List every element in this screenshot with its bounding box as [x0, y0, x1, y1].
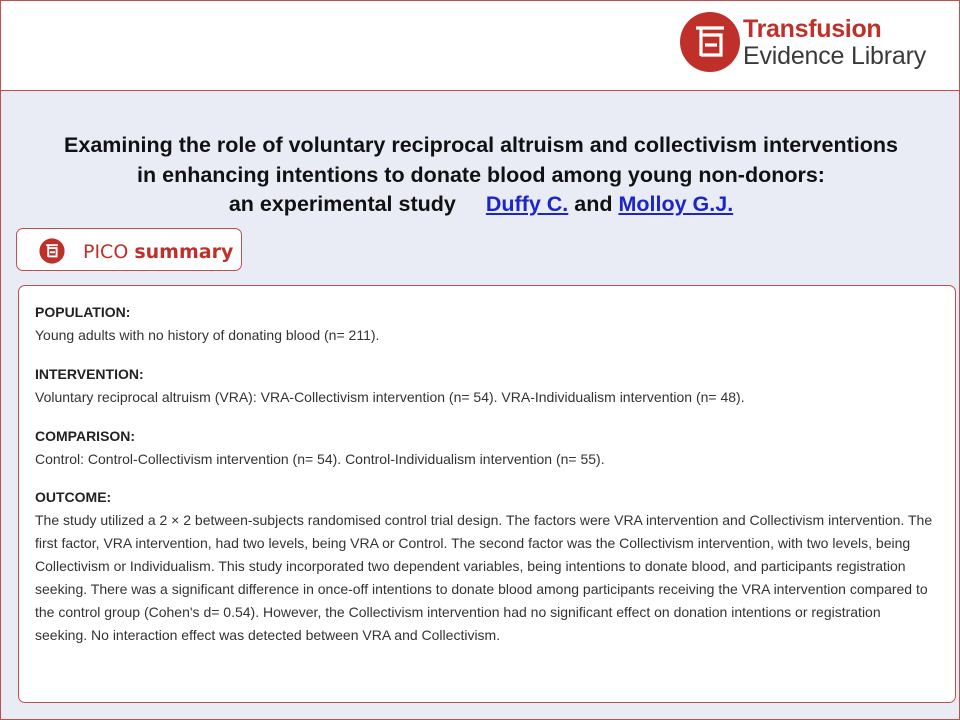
brand-line-1: Transfusion	[743, 15, 882, 43]
comparison-heading: COMPARISON:	[35, 428, 136, 444]
population-heading: POPULATION:	[35, 304, 131, 320]
author-joiner: and	[574, 192, 613, 216]
page-title	[1, 131, 960, 220]
population-text: Young adults with no history of donating blood (n= 211).	[35, 327, 380, 343]
title-line-2: in enhancing intentions to donate blood among young non-donors:	[137, 162, 825, 187]
author-link-molloy[interactable]: Molloy G.J.	[618, 192, 734, 216]
pico-label: summary	[134, 241, 234, 263]
pico-summary-label	[83, 241, 233, 263]
header-bar	[1, 1, 959, 91]
transfusion-logo-icon	[679, 11, 741, 73]
outcome-heading: OUTCOME:	[35, 489, 112, 505]
title-line-1: Examining the role of voluntary reciprocal altruism and collectivism interventions	[64, 133, 898, 157]
intervention-section	[35, 364, 935, 409]
comparison-text: Control: Control-Collectivism intervention (n= 54). Control-Individualism intervention (n= 55).	[35, 451, 605, 467]
title-line-3	[1, 190, 960, 220]
brand-name	[743, 17, 926, 69]
transfusion-logo-icon	[39, 238, 65, 264]
intervention-text: Voluntary reciprocal altruism (VRA): VRA-Collectivism intervention (n= 54). VRA-Individualism intervention (n= 48).	[35, 389, 745, 405]
pico-summary-badge	[16, 228, 242, 271]
intervention-heading: INTERVENTION:	[35, 366, 144, 382]
brand-line-2: Evidence Library	[743, 42, 927, 70]
population-section	[35, 302, 935, 347]
comparison-section	[35, 426, 935, 471]
outcome-section	[35, 487, 935, 647]
title-line-3-text: an experimental study	[228, 192, 456, 216]
pico-prefix: PICO	[83, 241, 129, 263]
outcome-text: The study utilized a 2 × 2 between-subjects randomised control trial design. The factors were VRA intervention and Collectivism intervention. The first factor, VRA intervention, had two levels, being VRA or Control. The second factor was the Collectivism intervention, with two levels, being Collectivism or Individualism. This study incorporated two dependent variables, being intentions to donate blood, and participants registration seeking. There was a significant difference in once-off intentions to donate blood among participants receiving the VRA intervention compared to the control group (Cohen's d= 0.54). However, the Collectivism intervention had no significant effect on donation intentions or registration seeking. No interaction effect was detected between VRA and Collectivism.	[35, 512, 933, 643]
author-link-duffy[interactable]: Duffy C.	[485, 192, 569, 216]
brand-logo[interactable]	[679, 11, 949, 75]
pico-card	[18, 285, 956, 703]
